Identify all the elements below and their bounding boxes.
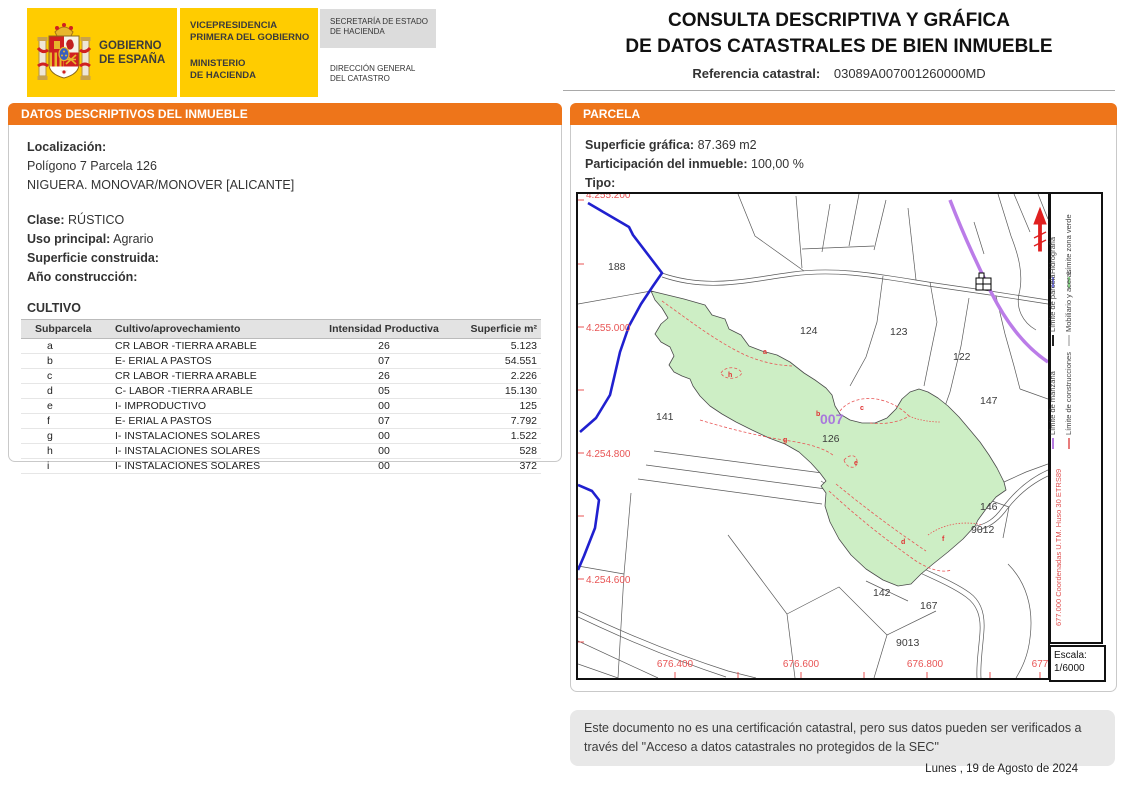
svg-text:142: 142: [873, 587, 891, 599]
svg-text:b: b: [816, 411, 821, 418]
svg-text:g: g: [783, 437, 788, 444]
reference-label: Referencia catastral:: [692, 66, 821, 81]
subject-parcel-label: 007: [820, 411, 844, 427]
left-panel-body: [9, 125, 561, 474]
construction-limit-line-sample: [1068, 438, 1070, 449]
scale-value: 1/6000: [1054, 663, 1085, 674]
spain-coat-of-arms-icon: [35, 18, 93, 88]
tipo-label: Tipo:: [585, 176, 616, 190]
government-logo-block: [27, 8, 318, 97]
cadastral-map: [576, 192, 1050, 680]
street-furniture-line-sample: [1068, 335, 1070, 346]
datos-descriptivos-panel: [8, 103, 562, 472]
localizacion-line1: Polígono 7 Parcela 126: [27, 159, 157, 173]
utm-y-coordinate-labels: [586, 194, 631, 586]
superficie-grafica-value: 87.369 m2: [697, 138, 757, 152]
disclaimer-line2: través del "Acceso a datos catastrales no protegidos de la SEC": [584, 740, 939, 754]
right-panel-header: PARCELA: [570, 103, 1117, 125]
participacion-value: 100,00 %: [751, 157, 804, 171]
legend-item-5: Límite de construcciones: [1064, 352, 1073, 449]
cultivo-table-header-row: [21, 320, 541, 339]
svg-text:4.255.200: 4.255.200: [586, 194, 631, 201]
building-icon: [976, 273, 991, 290]
disclaimer-box: [570, 710, 1115, 766]
svg-text:167: 167: [920, 600, 938, 612]
cadastral-reference: [563, 66, 1115, 91]
table-row: b E- ERIAL A PASTOS 07 54.551: [21, 354, 541, 369]
table-row: d C- LABOR -TIERRA ARABLE 05 15.130: [21, 384, 541, 399]
scale-box: [1049, 645, 1106, 682]
title-line1: CONSULTA DESCRIPTIVA Y GRÁFICA: [667, 10, 1011, 31]
localizacion-line2: NIGUERA. MONOVAR/MONOVER [ALICANTE]: [27, 178, 295, 192]
document-title: [563, 8, 1115, 91]
superficie-construida-label: Superficie construida:: [27, 251, 159, 265]
clase-label: Clase:: [27, 213, 65, 227]
cultivo-table-body: [21, 339, 541, 474]
hydrography-lines: [578, 203, 662, 570]
title-line2: DE DATOS CATASTRALES DE BIEN INMUEBLE: [625, 36, 1053, 57]
right-panel-body: [571, 125, 1116, 193]
ministry-text: VICEPRESIDENCIA PRIMERA DEL GOBIERNO MINISTERIO DE HACIENDA: [190, 20, 310, 81]
table-row: i I- INSTALACIONES SOLARES 00 372: [21, 459, 541, 474]
legend-item-4: Límite de manzana: [1048, 371, 1057, 449]
cadastral-map-svg: [578, 194, 1048, 678]
legend-item-0: Hidrografía: [1048, 237, 1057, 288]
secretaria-box: SECRETARÍA DE ESTADO DE HACIENDA: [320, 9, 436, 48]
legend-item-2: Límite de parcela: [1048, 274, 1057, 346]
svg-text:f: f: [942, 536, 945, 543]
svg-text:123: 123: [890, 326, 908, 338]
legend-item-1: Límite zona verde: [1064, 214, 1073, 288]
anio-construccion-label: Año construcción:: [27, 270, 138, 284]
cultivo-title: CULTIVO: [27, 301, 81, 315]
svg-text:4.255.000: 4.255.000: [586, 323, 631, 334]
reference-value: 03089A007001260000MD: [833, 66, 986, 81]
manzana-limit-line: [950, 200, 1048, 362]
svg-text:676.400: 676.400: [656, 659, 694, 670]
parcela-panel: [570, 103, 1117, 692]
coordinate-system-note: 677.000 Coordenadas U.TM. Huso 30 ETRS89: [1054, 468, 1063, 626]
utm-x-coordinate-labels: [657, 659, 1048, 670]
svg-text:4.254.600: 4.254.600: [586, 575, 631, 586]
svg-text:4.254.800: 4.254.800: [586, 449, 631, 460]
clase-value: RÚSTICO: [68, 213, 125, 227]
svg-text:141: 141: [656, 411, 674, 423]
svg-text:124: 124: [800, 325, 818, 337]
table-row: h I- INSTALACIONES SOLARES 00 528: [21, 444, 541, 459]
svg-text:a: a: [763, 349, 767, 356]
table-row: f E- ERIAL A PASTOS 07 7.792: [21, 414, 541, 429]
table-row: g I- INSTALACIONES SOLARES 00 1.522: [21, 429, 541, 444]
uso-label: Uso principal:: [27, 232, 111, 246]
svg-text:188: 188: [608, 261, 626, 273]
disclaimer-line1: Este documento no es una certificación catastral, pero sus datos pueden ser verificados a: [584, 721, 1082, 735]
svg-text:677: 677: [1031, 659, 1048, 670]
svg-text:9013: 9013: [896, 637, 920, 649]
svg-text:147: 147: [980, 395, 998, 407]
svg-text:d: d: [901, 539, 906, 546]
svg-text:676.600: 676.600: [782, 659, 820, 670]
gobierno-text: GOBIERNO DE ESPAÑA: [99, 39, 166, 66]
svg-text:e: e: [854, 460, 858, 467]
scale-label: Escala:: [1054, 650, 1087, 661]
svg-text:676.800: 676.800: [906, 659, 944, 670]
svg-text:126: 126: [822, 433, 840, 445]
column-header: Superficie m²: [447, 320, 541, 339]
superficie-grafica-label: Superficie gráfica:: [585, 138, 695, 152]
cultivo-table: [21, 319, 541, 474]
svg-text:9012: 9012: [971, 524, 995, 536]
north-arrow-icon: [1034, 208, 1046, 251]
column-header: Intensidad Productiva: [321, 320, 447, 339]
table-row: a CR LABOR -TIERRA ARABLE 26 5.123: [21, 339, 541, 354]
svg-text:h: h: [728, 372, 733, 379]
direccion-general-text: DIRECCIÓN GENERAL DEL CATASTRO: [330, 64, 416, 83]
table-row: c CR LABOR -TIERRA ARABLE 26 2.226: [21, 369, 541, 384]
svg-text:122: 122: [953, 351, 971, 363]
left-panel-header: DATOS DESCRIPTIVOS DEL INMUEBLE: [8, 103, 562, 125]
svg-text:146: 146: [980, 501, 998, 513]
block-limit-line-sample: [1052, 438, 1054, 449]
column-header: Cultivo/aprovechamiento: [111, 320, 321, 339]
gobierno-logo: [27, 8, 177, 97]
table-row: e I- IMPRODUCTIVO 00 125: [21, 399, 541, 414]
uso-value: Agrario: [113, 232, 154, 246]
column-header: Subparcela: [21, 320, 111, 339]
parcel-limit-line-sample: [1052, 335, 1054, 346]
localizacion-label: Localización:: [27, 140, 107, 154]
document-date: Lunes , 19 de Agosto de 2024: [925, 763, 1078, 775]
map-legend: [1049, 192, 1103, 644]
participacion-label: Participación del inmueble:: [585, 157, 748, 171]
svg-text:c: c: [860, 405, 864, 412]
legend-item-3: Mobiliario y aceras: [1064, 269, 1073, 346]
